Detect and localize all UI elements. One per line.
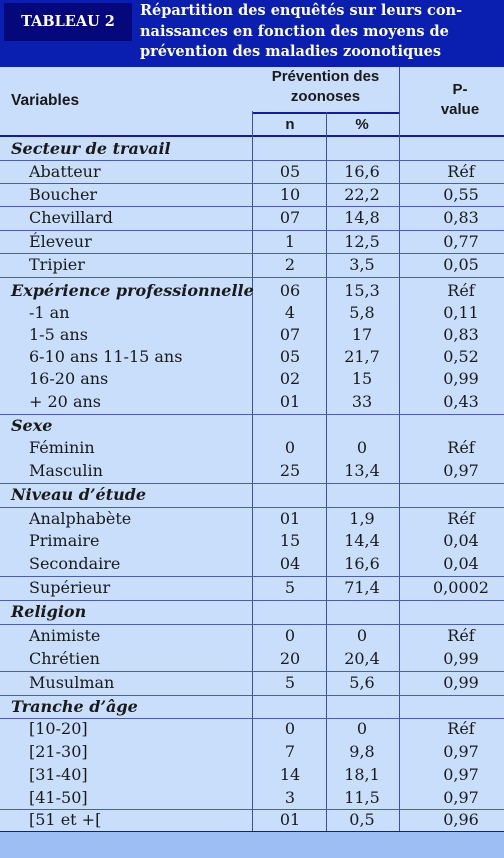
variable-label: 1-5 ans: [29, 325, 88, 344]
pct-value: 1,9: [349, 509, 375, 528]
pvalue-value: 0,83: [443, 325, 479, 344]
pct-value: 0,5: [349, 810, 375, 829]
n-value: 5: [284, 673, 296, 692]
table-row: [0, 390, 504, 414]
variable-label: Supérieur: [29, 578, 111, 597]
pct-value: 0: [356, 626, 368, 645]
section-label: Expérience professionnelle: [11, 281, 254, 300]
variable-label: Éleveur: [29, 232, 92, 251]
n-value: 0: [284, 438, 296, 457]
table-row: [0, 507, 504, 530]
header-n: n: [285, 116, 295, 133]
section-row: [0, 137, 504, 160]
section-row: [0, 600, 504, 624]
n-value: 20: [279, 649, 301, 668]
pvalue-value: Réf: [447, 281, 475, 300]
n-value: 4: [284, 303, 296, 322]
table-row: [0, 346, 504, 368]
table-row: [0, 552, 504, 576]
header-pvalue-line: value: [440, 101, 480, 118]
pvalue-value: Réf: [447, 162, 475, 181]
section-row: [0, 483, 504, 507]
pct-value: 16,6: [344, 162, 380, 181]
pvalue-value: 0,97: [443, 742, 479, 761]
pct-value: 13,4: [344, 461, 380, 480]
pvalue-value: 0,99: [443, 673, 479, 692]
n-value: 0: [284, 719, 296, 738]
n-value: 1: [284, 232, 296, 251]
n-value: 01: [279, 810, 301, 829]
variable-label: Masculin: [29, 461, 103, 480]
pvalue-value: 0,52: [443, 347, 479, 366]
variable-label: Boucher: [29, 185, 98, 204]
section-label: Niveau d’étude: [11, 485, 147, 504]
pct-value: 14,8: [344, 208, 380, 227]
pvalue-value: Réf: [447, 509, 475, 528]
pct-value: 17: [351, 325, 373, 344]
variable-label: Primaire: [29, 531, 100, 550]
variable-label: 16-20 ans: [29, 369, 109, 388]
pct-value: 22,2: [344, 185, 380, 204]
pvalue-value: 0,97: [443, 788, 479, 807]
section-label: Tranche d’âge: [11, 697, 138, 716]
table-row: [0, 368, 504, 390]
pct-value: 5,8: [349, 303, 375, 322]
n-value: 0: [284, 626, 296, 645]
section-row: [0, 695, 504, 718]
table-row: [0, 809, 504, 831]
n-value: 06: [279, 281, 301, 300]
header-prevention: [253, 67, 398, 107]
table-row: [0, 183, 504, 206]
variable-label: Animiste: [29, 626, 101, 645]
n-value: 01: [279, 509, 301, 528]
n-value: 15: [279, 531, 301, 550]
table-row: [0, 786, 504, 809]
variable-label: [41-50]: [29, 788, 88, 807]
pct-value: 16,6: [344, 554, 380, 573]
n-value: 01: [279, 392, 301, 411]
pvalue-value: 0,97: [443, 461, 479, 480]
n-value: 2: [284, 255, 296, 274]
n-value: 05: [279, 162, 301, 181]
n-value: 10: [279, 185, 301, 204]
pct-value: 0: [356, 438, 368, 457]
pvalue-value: 0,96: [443, 810, 479, 829]
n-value: 07: [279, 325, 301, 344]
pct-value: 71,4: [344, 578, 380, 597]
pct-value: 21,7: [344, 347, 380, 366]
pvalue-value: 0,55: [443, 185, 479, 204]
table-row: [0, 302, 504, 324]
pct-value: 9,8: [349, 742, 375, 761]
section-label: Secteur de travail: [11, 139, 171, 158]
table-tag: TABLEAU 2: [4, 3, 132, 41]
header-pvalue-line: P-: [452, 81, 468, 98]
n-value: 3: [284, 788, 296, 807]
n-value: 02: [279, 369, 301, 388]
table-row: [0, 253, 504, 277]
pvalue-value: 0,0002: [433, 578, 489, 597]
pvalue-value: 0,99: [443, 369, 479, 388]
table-row: [0, 206, 504, 230]
pvalue-value: Réf: [447, 626, 475, 645]
section-row: [0, 414, 504, 437]
pct-value: 14,4: [344, 531, 380, 550]
section-label: Sexe: [11, 416, 53, 435]
header-prevention-line: zoonoses: [290, 88, 361, 105]
variable-label: Abatteur: [29, 162, 101, 181]
n-value: 25: [279, 461, 301, 480]
table-footer-band: [0, 832, 504, 858]
header-pct: %: [355, 116, 369, 133]
n-value: 7: [284, 742, 296, 761]
variable-label: [10-20]: [29, 719, 88, 738]
title-line: prévention des maladies zoonotiques: [140, 43, 442, 60]
pct-value: 3,5: [349, 255, 375, 274]
pvalue-value: 0,43: [443, 392, 479, 411]
pvalue-value: 0,77: [443, 232, 479, 251]
pct-value: 5,6: [349, 673, 375, 692]
table-row: [0, 324, 504, 346]
pvalue-value: 0,05: [443, 255, 479, 274]
pct-value: 33: [351, 392, 373, 411]
table-row: [0, 718, 504, 740]
title-line: Répartition des enquêtés sur leurs con-: [140, 2, 463, 19]
pvalue-value: 0,11: [443, 303, 479, 322]
n-value: 14: [279, 765, 301, 784]
row-divider: [0, 277, 504, 278]
table-row: [0, 740, 504, 763]
pvalue-value: 0,83: [443, 208, 479, 227]
variable-label: Analphabète: [29, 509, 132, 528]
table-row: [0, 459, 504, 483]
pvalue-value: 0,04: [443, 554, 479, 573]
title-line: naissances en fonction des moyens de: [140, 22, 449, 40]
variable-label: Chevillard: [29, 208, 113, 227]
table-row: [0, 530, 504, 552]
table-row: [0, 671, 504, 695]
n-value: 5: [284, 578, 296, 597]
table-title: [140, 1, 502, 63]
variable-label: Féminin: [29, 438, 95, 457]
pct-value: 0: [356, 719, 368, 738]
variable-label: Chrétien: [29, 649, 100, 668]
pct-value: 20,4: [344, 649, 380, 668]
variable-label: Secondaire: [29, 554, 121, 573]
variable-label: [31-40]: [29, 765, 88, 784]
variable-label: [21-30]: [29, 742, 88, 761]
section-label: Religion: [11, 602, 87, 621]
pct-value: 11,5: [344, 788, 380, 807]
n-value: 05: [279, 347, 301, 366]
pvalue-value: Réf: [447, 438, 475, 457]
pvalue-value: 0,97: [443, 765, 479, 784]
pvalue-value: Réf: [447, 719, 475, 738]
pct-value: 15,3: [344, 281, 380, 300]
n-value: 07: [279, 208, 301, 227]
pvalue-value: 0,99: [443, 649, 479, 668]
pct-value: 18,1: [344, 765, 380, 784]
variable-label: -1 an: [29, 303, 70, 322]
variable-label: 6-10 ans 11-15 ans: [29, 347, 183, 366]
table-row: [0, 437, 504, 459]
table-row: [0, 230, 504, 253]
table-row: [0, 763, 504, 786]
variable-label: Musulman: [29, 673, 115, 692]
table-row: [0, 576, 504, 600]
section-row: [0, 280, 504, 302]
n-value: 04: [279, 554, 301, 573]
table-row: [0, 647, 504, 671]
title-bar: [0, 0, 504, 67]
table-row: [0, 160, 504, 183]
variable-label: Tripier: [29, 255, 85, 274]
variable-label: [51 et +[: [29, 810, 102, 829]
header-pvalue: [420, 80, 500, 120]
pct-value: 15: [351, 369, 373, 388]
variable-label: + 20 ans: [29, 392, 101, 411]
pvalue-value: 0,04: [443, 531, 479, 550]
header-variables: Variables: [11, 92, 80, 109]
table-row: [0, 624, 504, 647]
header-prevention-line: Prévention des: [271, 68, 380, 85]
pct-value: 12,5: [344, 232, 380, 251]
